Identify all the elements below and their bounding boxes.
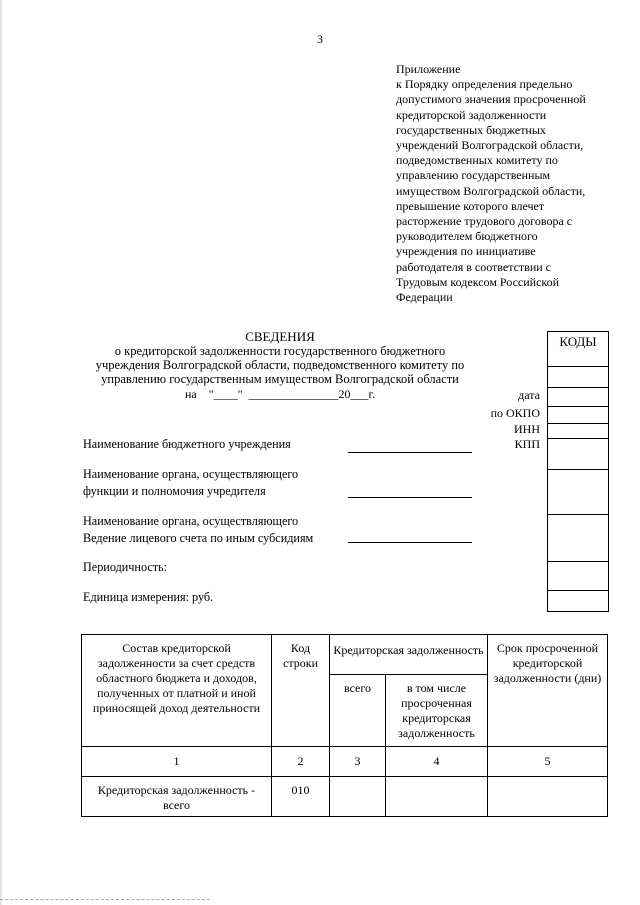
field-account-line2: Ведение лицевого счета по иным субсидиям <box>83 531 314 545</box>
appendix-line: допустимого значения просроченной <box>396 92 586 107</box>
report-title: СВЕДЕНИЯ <box>245 329 315 344</box>
col-header-composition: Состав кредиторской задолженности за счет средств областного бюджета и доходов, полученных от платной и иной приносящей доход деятельности <box>82 635 272 747</box>
codes-header: КОДЫ <box>548 332 608 367</box>
appendix-line: подведомственных комитету по <box>396 153 558 168</box>
col-header-debt-overdue: в том числе просроченная кредиторская задолженность <box>386 675 488 747</box>
field-periodicity-label: Периодичность: <box>83 560 168 574</box>
appendix-line: учреждений Волгоградской области, <box>396 138 584 153</box>
field-founder-line[interactable] <box>348 497 472 498</box>
code-cell-periodicity[interactable] <box>548 562 608 591</box>
appendix-line: кредиторской задолженности <box>396 107 547 122</box>
appendix-line: работодателя в соответствии с <box>396 259 552 274</box>
code-cell-date[interactable] <box>548 388 608 407</box>
code-label-date: дата <box>518 388 540 402</box>
scan-edge <box>0 0 2 905</box>
appendix-title: Приложение <box>396 62 461 76</box>
field-founder-label <box>83 466 298 500</box>
report-heading <box>60 330 500 401</box>
field-account-label <box>83 513 313 547</box>
column-number: 2 <box>272 747 330 777</box>
field-unit-label: Единица измерения: руб. <box>83 590 214 604</box>
scan-bottom-edge <box>0 899 210 901</box>
appendix-line: расторжение трудового договора с <box>396 214 573 229</box>
appendix-line: имуществом Волгоградской области, <box>396 183 586 198</box>
report-subtitle-line: учреждения Волгоградской области, подведомственного комитету по <box>95 358 465 372</box>
row-total-debt-total[interactable] <box>330 777 386 817</box>
row-total-debt-overdue[interactable] <box>386 777 488 817</box>
code-label-kpp: КПП <box>514 437 540 451</box>
code-cell-okpo[interactable] <box>548 407 608 424</box>
row-total-label: Кредиторская задолженность - всего <box>82 777 272 817</box>
appendix-line: государственных бюджетных <box>396 122 546 137</box>
column-number: 3 <box>330 747 386 777</box>
column-number: 4 <box>386 747 488 777</box>
column-number: 5 <box>488 747 608 777</box>
field-account-line[interactable] <box>348 542 472 543</box>
col-header-line-code: Код строки <box>272 635 330 747</box>
code-cell-blank[interactable] <box>548 367 608 388</box>
appendix-line: Трудовым кодексом Российской <box>396 274 560 289</box>
appendix-line: управлению государственным <box>396 168 551 183</box>
appendix-line: превышение которого влечет <box>396 198 545 213</box>
code-cell-inn[interactable] <box>548 424 608 439</box>
row-total-overdue-term[interactable] <box>488 777 608 817</box>
appendix-line: к Порядку определения предельно <box>396 77 573 92</box>
column-number: 1 <box>82 747 272 777</box>
field-institution-label: Наименование бюджетного учреждения <box>83 437 291 451</box>
codes-box <box>547 331 609 612</box>
field-institution-line[interactable] <box>348 452 472 453</box>
col-header-debt: Кредиторская задолженность <box>330 635 488 675</box>
code-cell-unit[interactable] <box>548 591 608 611</box>
report-date-line: на "____" _______________20___г. <box>184 387 376 401</box>
code-cell-account[interactable] <box>548 515 608 562</box>
col-header-overdue-term: Срок просроченной кредиторской задолженности (дни) <box>488 635 608 747</box>
field-founder-line1: Наименование органа, осуществляющего <box>83 467 299 481</box>
field-account-line1: Наименование органа, осуществляющего <box>83 514 299 528</box>
page-number: 3 <box>317 32 323 46</box>
code-label-inn: ИНН <box>514 422 540 436</box>
report-subtitle-line: о кредиторской задолженности государственного бюджетного <box>114 344 446 358</box>
code-cell-kpp[interactable] <box>548 439 608 470</box>
debt-table <box>81 634 608 817</box>
code-cell-founder[interactable] <box>548 470 608 515</box>
field-founder-line2: функции и полномочия учредителя <box>83 484 266 498</box>
appendix-block <box>396 62 616 305</box>
appendix-line: учреждения по инициативе <box>396 244 536 259</box>
row-total-code: 010 <box>272 777 330 817</box>
code-label-okpo: по ОКПО <box>490 406 540 420</box>
appendix-line: Федерации <box>396 290 453 305</box>
report-subtitle-line: управлению государственным имуществом Волгоградской области <box>101 372 459 386</box>
appendix-line: руководителем бюджетного <box>396 229 538 244</box>
col-header-debt-total: всего <box>330 675 386 747</box>
